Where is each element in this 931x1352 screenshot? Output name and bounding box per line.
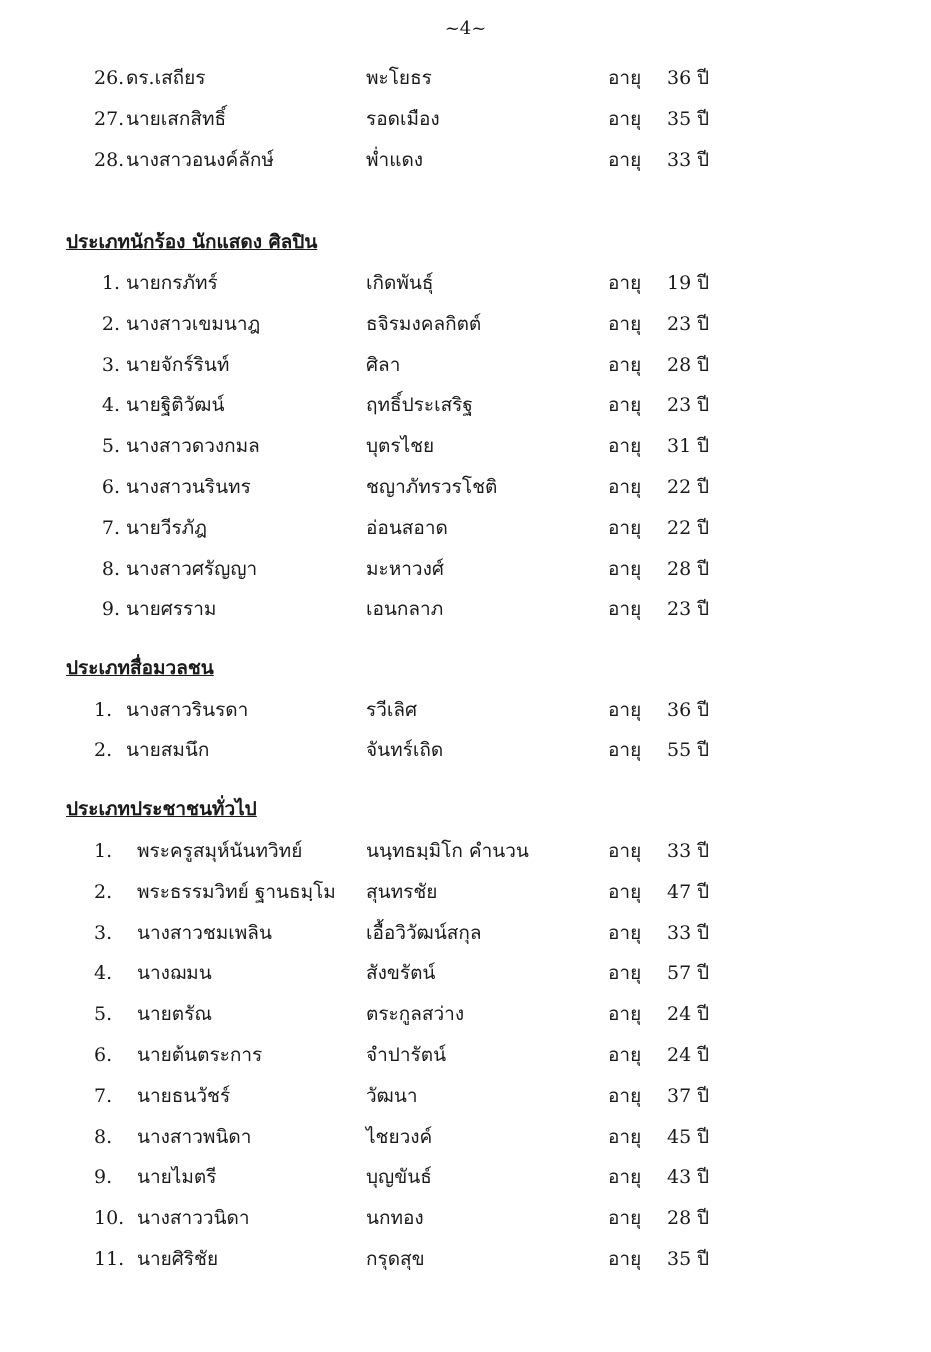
list-item [0,431,931,461]
item-age: 33 [667,149,692,171]
item-age-label: อายุ [608,557,642,580]
item-age-unit: ปี [697,67,710,89]
item-number: 1. [94,699,113,721]
item-first-name: นายจักร์รินท์ [126,353,230,376]
item-age-label: อายุ [608,108,642,130]
item-age-label: อายุ [608,67,642,89]
list-item [0,958,931,988]
item-last-name: อ่อนสอาด [366,516,448,539]
item-age: 36 [667,67,692,89]
item-age-label: อายุ [608,739,642,761]
item-age-unit: ปี [697,1248,710,1270]
list-item [0,1162,931,1192]
list-item [0,877,931,907]
item-number: 8. [101,557,120,580]
item-last-name: กรุดสุข [366,1248,425,1270]
item-last-name: วัฒนา [366,1084,418,1107]
item-last-name: ชญาภัทรวรโชติ [366,476,498,498]
item-number: 2. [94,880,113,903]
item-first-name: นายตรัณ [137,1003,212,1026]
item-first-name: นางสาวเขมนาฎ [126,312,261,335]
item-first-name: นายธนวัชร์ [137,1084,231,1107]
item-number: 9. [94,1166,113,1189]
item-age-unit: ปี [697,476,710,498]
item-first-name: นายสมนึก [126,739,210,761]
item-number: 1. [94,840,113,862]
item-first-name: นางสาวดวงกมล [126,435,260,458]
item-age-unit: ปี [697,880,710,903]
list-item [0,594,931,624]
item-number: 3. [94,921,113,944]
item-last-name: บุญขันธ์ [366,1166,432,1189]
item-first-name: นายเสกสิทธิ์ [126,108,227,130]
list-item [0,1040,931,1070]
item-age-label: อายุ [608,1044,642,1066]
item-age: 33 [667,921,692,944]
item-number: 28. [94,149,125,171]
list-item [0,918,931,948]
item-age-unit: ปี [697,353,710,376]
item-first-name: นางฌมน [137,962,212,985]
item-number: 7. [94,1084,113,1107]
item-first-name: พระครูสมุห์นันทวิทย์ [137,840,303,862]
item-age-unit: ปี [697,149,710,171]
item-number: 2. [101,312,120,335]
list-item [0,268,931,298]
item-age-label: อายุ [608,1084,642,1107]
item-last-name: ไชยวงค์ [366,1125,433,1148]
item-age-label: อายุ [608,921,642,944]
item-age-label: อายุ [608,435,642,458]
item-age: 36 [667,699,692,721]
item-first-name: นายต้นตระการ [137,1044,263,1066]
list-item [0,1203,931,1233]
item-age: 43 [667,1166,692,1189]
item-number: 7. [101,516,120,539]
item-age: 35 [667,1248,692,1270]
list-item [0,554,931,584]
item-age-unit: ปี [697,1044,710,1066]
item-number: 3. [101,353,120,376]
item-number: 26. [94,67,125,89]
item-number: 8. [94,1125,113,1148]
item-first-name: นายไมตรี [137,1166,217,1189]
item-first-name: นางสาวชมเพลิน [137,921,272,944]
item-number: 4. [94,962,113,985]
item-age-unit: ปี [697,739,710,761]
list-item [0,836,931,866]
item-age-label: อายุ [608,1207,642,1230]
item-first-name: นางสาววนิดา [137,1207,250,1230]
item-age: 31 [667,435,692,458]
item-first-name: นางสาวศรัญญา [126,557,258,580]
item-first-name: นางสาวรินรดา [126,699,249,721]
item-number: 27. [94,108,125,130]
item-age-unit: ปี [697,699,710,721]
item-age-label: อายุ [608,516,642,539]
item-last-name: ธจิรมงคลกิตต์ [366,312,482,335]
list-item [0,63,931,93]
item-age-unit: ปี [697,272,710,294]
list-item [0,999,931,1029]
item-last-name: นกทอง [366,1207,424,1230]
list-item [0,1244,931,1274]
list-item [0,695,931,725]
item-first-name: นายวีรภัฎ [126,516,207,539]
item-age: 24 [667,1003,692,1026]
item-age: 23 [667,394,692,417]
item-number: 2. [94,739,113,761]
item-first-name: นายฐิติวัฒน์ [126,394,225,417]
item-last-name: ตระกูลสว่าง [366,1003,465,1026]
item-age-unit: ปี [697,557,710,580]
item-age: 33 [667,840,692,862]
item-last-name: เอนกลาภ [366,598,444,621]
item-first-name: ดร.เสถียร [126,67,206,89]
item-last-name: ศิลา [366,353,401,376]
list-item [0,472,931,502]
item-age-label: อายุ [608,394,642,417]
item-last-name: พะโยธร [366,67,432,89]
item-age-unit: ปี [697,1084,710,1107]
item-age: 22 [667,476,692,498]
item-age-unit: ปี [697,435,710,458]
item-age-unit: ปี [697,1003,710,1026]
item-age: 55 [667,739,692,761]
item-number: 5. [94,1003,113,1026]
item-first-name: นางสาวพนิดา [137,1125,252,1148]
item-age: 19 [667,272,692,294]
item-number: 4. [101,394,120,417]
item-first-name: พระธรรมวิทย์ ฐานธมฺโม [137,880,336,903]
item-last-name: รอดเมือง [366,108,440,130]
item-first-name: นายศรราม [126,598,217,621]
item-age-label: อายุ [608,353,642,376]
item-age: 45 [667,1125,692,1148]
item-age-unit: ปี [697,312,710,335]
item-age-label: อายุ [608,1003,642,1026]
item-number: 11. [94,1248,125,1270]
item-age-label: อายุ [608,149,642,171]
list-item [0,104,931,134]
item-first-name: นางสาวอนงค์ลักษ์ [126,149,274,171]
item-age: 28 [667,353,692,376]
item-number: 6. [94,1044,113,1066]
item-age-unit: ปี [697,394,710,417]
item-age-label: อายุ [608,598,642,621]
item-last-name: เอื้อวิวัฒน์สกุล [366,921,482,944]
item-age-unit: ปี [697,516,710,539]
item-age: 28 [667,1207,692,1230]
item-last-name: มะหาวงศ์ [366,557,444,580]
page-number: ~4~ [444,18,487,39]
item-number: 9. [101,598,120,621]
item-age-label: อายุ [608,1125,642,1148]
item-age: 24 [667,1044,692,1066]
item-age: 23 [667,598,692,621]
item-last-name: บุตรไชย [366,435,435,458]
item-last-name: สังขรัตน์ [366,962,436,985]
item-age-unit: ปี [697,962,710,985]
item-age-label: อายุ [608,699,642,721]
item-age-label: อายุ [608,272,642,294]
item-age-unit: ปี [697,598,710,621]
item-age: 37 [667,1084,692,1107]
item-age-unit: ปี [697,108,710,130]
list-item [0,309,931,339]
list-item [0,350,931,380]
item-age: 47 [667,880,692,903]
item-age-label: อายุ [608,880,642,903]
item-number: 10. [94,1207,125,1230]
item-first-name: นายศิริชัย [137,1248,219,1270]
item-age-label: อายุ [608,962,642,985]
item-last-name: เกิดพันธุ์ [366,272,434,294]
list-item [0,1081,931,1111]
item-last-name: พ่ำแดง [366,149,424,171]
item-number: 1. [101,272,120,294]
item-age-unit: ปี [697,921,710,944]
item-first-name: นายกรภัทร์ [126,272,218,294]
section-heading-media: ประเภทสื่อมวลชน [66,657,214,679]
item-age-label: อายุ [608,840,642,862]
item-age: 35 [667,108,692,130]
section-heading-public: ประเภทประชาชนทั่วไป [66,798,257,820]
section-heading-performers: ประเภทนักร้อง นักแสดง ศิลปิน [66,231,318,253]
list-item [0,513,931,543]
item-last-name: นนฺทธมฺมิโก คำนวน [366,840,529,862]
item-number: 6. [101,476,120,498]
item-age-unit: ปี [697,1166,710,1189]
item-age: 22 [667,516,692,539]
item-last-name: สุนทรชัย [366,880,438,903]
item-age-label: อายุ [608,1166,642,1189]
item-age-label: อายุ [608,1248,642,1270]
item-age: 57 [667,962,692,985]
item-last-name: จำปารัตน์ [366,1044,447,1066]
item-last-name: รวีเลิศ [366,699,418,721]
item-age-label: อายุ [608,312,642,335]
list-item [0,145,931,175]
item-age-unit: ปี [697,1207,710,1230]
item-age: 28 [667,557,692,580]
item-last-name: ฤทธิ์ประเสริฐ [366,394,473,417]
list-item [0,390,931,420]
item-age: 23 [667,312,692,335]
item-age-label: อายุ [608,476,642,498]
list-item [0,735,931,765]
item-age-unit: ปี [697,840,710,862]
list-item [0,1122,931,1152]
item-first-name: นางสาวนรินทร [126,476,251,498]
item-last-name: จันทร์เถิด [366,739,444,761]
item-age-unit: ปี [697,1125,710,1148]
item-number: 5. [101,435,120,458]
